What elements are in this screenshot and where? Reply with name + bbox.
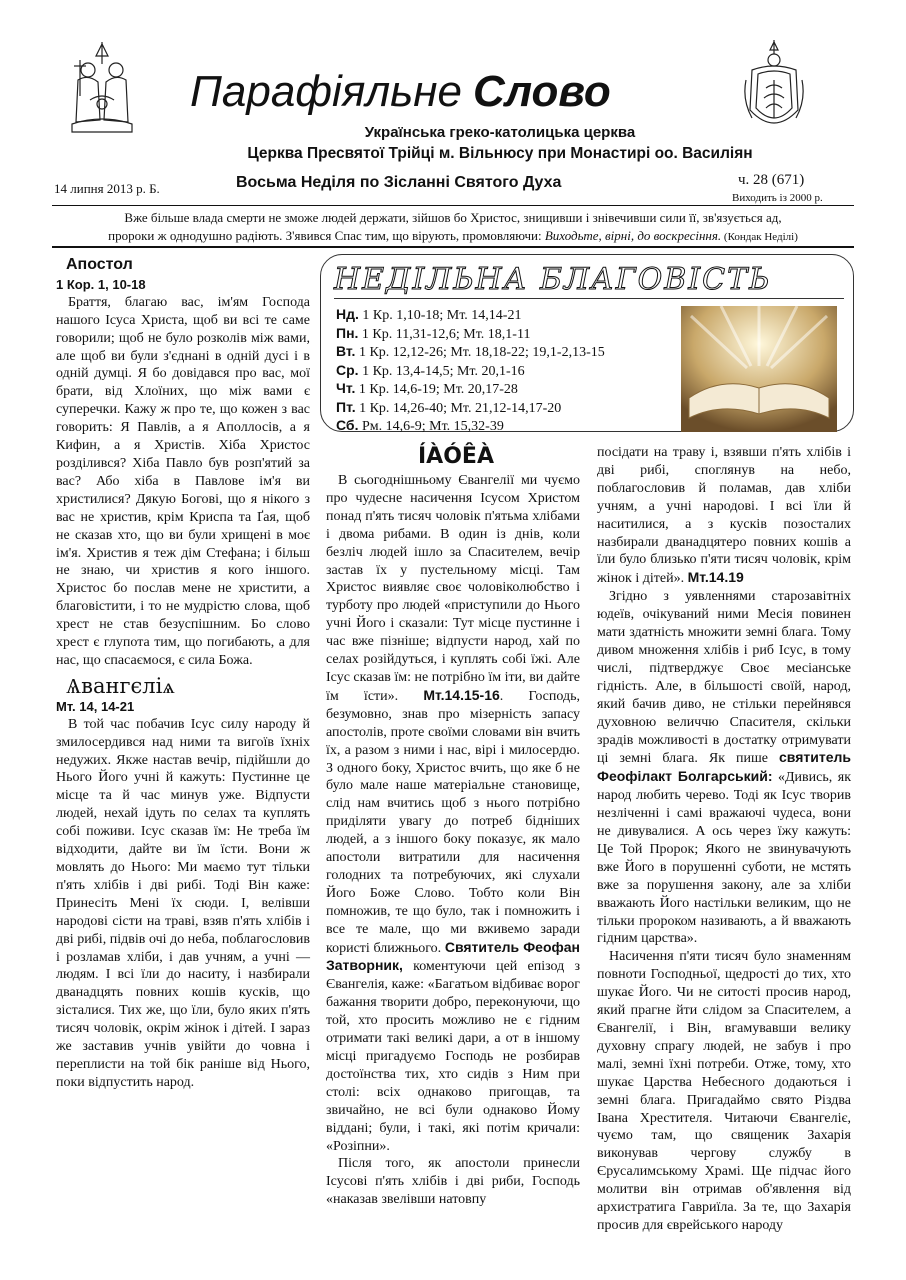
subtitle-parish: Церква Пресвятої Трійці м. Вільнюсу при Монастирі оо. Василіян xyxy=(247,145,753,162)
reading-row: Чт. 1 Кр. 14,6-19; Мт. 20,17-28 xyxy=(336,380,518,397)
reading-row: Сб. Рм. 14,6-9; Мт. 15,32-39 xyxy=(336,417,504,434)
divider xyxy=(52,205,854,206)
apostle-text: Браття, благаю вас, ім'ям Господа нашого Ісуса Христа, щоб ви всі те саме говорили; щоб не було розколів між вами, але щоб ви були з'єднані в одній дусі і в одній думці. Я бо довідався про вас, мої брати, від Хлоїних, що між вами є суперечки. Кажу ж про те, що кожен з вас говорить: Я Павлів, а я Аполлосів, а я Кифин, а я Христів. Хіба Христос розділився? Хіба Павло був розп'ятий за вас? Або хіба в Павлове ім'я ви христилися? Дякую Богові, що я нікого з вас не христив, крім Криспа та Ґая, щоб не сказав хто, що ви були хрищені в моє ім'я. Христив я теж дім Стефана; і більш не знаю, чи христив я кого іншого. Христос бо послав мене не христити, а благовістити, і то не мудрістю слова, щоб хрест не став безуспішним. Бо слово хрест є глупота тим, що погибають, а для нас, що спасаємося, є сила Божа. xyxy=(56,294,310,668)
reading-row: Ср. 1 Кр. 13,4-14,5; Мт. 20,1-16 xyxy=(336,361,525,379)
holy-trinity-icon xyxy=(66,40,138,136)
divider xyxy=(334,298,844,299)
reading-row: Пт. 1 Кр. 14,26-40; Мт. 21,12-14,17-20 xyxy=(336,398,562,416)
newspaper-title: Парафіяльне Слово xyxy=(190,67,611,116)
apostle-reference: 1 Кор. 1, 10-18 xyxy=(56,276,146,292)
subtitle-church: Українська греко-католицька церква xyxy=(364,124,636,141)
sermon-heading: ÍÀÓÊÀ xyxy=(418,444,494,469)
reading-row: Вт. 1 Кр. 12,12-26; Мт. 18,18-22; 19,1-2,13-15 xyxy=(336,343,605,360)
basilian-order-emblem-icon xyxy=(738,40,810,136)
kondak: Вже більше влада смерти не зможе людей держати, зійшов бо Христос, знищивши і знівечивши сили її, зв'язується ад, пророки ж однодушно радіють. З'явився Спас тим, що вірують, промовляючи: Виходьте, вірні, до воскресіння. (Кондак Неділі) xyxy=(108,210,798,243)
reading-row: Нд. 1 Кр. 1,10-18; Мт. 14,14-21 xyxy=(336,306,522,323)
left-column xyxy=(56,256,310,1092)
published-since: Виходить із 2000 р. xyxy=(732,192,823,204)
middle-column: В сьогоднішньому Євангелії ми чуємо про чудесне насичення Ісусом Христом понад п'ять тисяч чоловік п'ятьма хлібами і двома рибами. В один із днів, коли безліч людей ішло за Спасителем, вечір застав їх у пустельному місці. Там Христос виявляє своє чоловіколюбство і турботу про людей «приступили до Нього учні Його і сказали: Тут місце пустинне і час вже пізніше; відпусти народ, хай по селах розійдуться, і куплять собі їжі. Але Ісус сказав їм: не потрібно їм іти, ви дайте їм їсти». Мт.14.15-16. Господь, безумовно, знав про мізерність запасу апостолів, проте своїми словами він вчить їх, а разом з ними і нас, вірі і милосердю. З одного боку, Христос вчить, що яке б не було мале наше матеріальне становище, слід нам вчитись щоб з нього потрібно приділяти увагу до потреб бідніших людей, а з іншого боку показує, як мало апостоли витратили для насичення голодних та потребуючих, які слухали Його Боже Слово. Тобто коли Він помножив, те що було, так і помножить і все те мале, що ми вживемо заради користі ближнього. Святитель Феофан Затворник, коментуючи цей епізод з Євангелія, каже: «Багатьом відбиває ворог бажання творити добро, переконуючи, що той, хто просить можливо не є гідним отримати такі великі дари, а от в іншому місці пригадуємо Господь не розбирав достоїнства тих, хто сидів з Ним при столі: всіх однаково пригощав, та звичайно, не всі були однаково Йому віддані; були, і такі, які потім кричали: «Розіпни». Після того, як апостоли принесли Ісусові п'ять хлібів і дві риби, Господь «наказав звелівши натовпу xyxy=(326,473,580,1208)
open-bible-icon xyxy=(681,306,837,432)
divider xyxy=(52,246,854,248)
apostle-heading: Апостол xyxy=(66,256,133,273)
reading-row: Пн. 1 Кр. 11,31-12,6; Мт. 18,1-11 xyxy=(336,324,531,342)
gospel-text: В той час побачив Ісус силу народу й змилосердився над ними та вигоїв їхніх недужих. Якже настав вечір, підійшли до Нього Його учні й кажуть: Пустинне це місце та й час минув уже. Відпусти людей, нехай ідуть по селах та куплять собі поживи. Ісус сказав їм: Не треба їм відходити, дайте ви їм їсти. Вони ж мовлять до Нього: Ми маємо тут тільки п'ять хлібів і дві рибі. Тоді Він каже: Принесіть Мені їх сюди. І, велівши народові сісти на траві, взяв п'ять хлібів і дві рибі, підвів очі до неба, поблагословив і розламав хліби, і дав учням, а учні — людям. І всі їли до наситу, і назбирали дванадцять повних кошів кусків, що зісталися. Тих же, що їли, було яких п'ять тисяч чоловік, окрім жінок і дітей. І зараз же заставив учнів увійти до човна і переплисти на той бік раніше від Нього, поки відпустить народ. xyxy=(56,716,310,1090)
gospel-heading: Ѧвангєліѧ xyxy=(66,673,175,698)
issue-date: 14 липня 2013 р. Б. xyxy=(54,181,160,196)
gospel-reference: Мт. 14, 14-21 xyxy=(56,698,135,714)
sunday-title: Восьма Неділя по Зісланні Святого Духа xyxy=(236,174,562,191)
issue-number: ч. 28 (671) xyxy=(738,172,805,188)
readings-title: НЕДІЛЬНА БЛАГОВІСТЬ xyxy=(334,262,772,297)
right-column: посідати на траву і, взявши п'ять хлібів і дві рибі, споглянув на небо, поблагословив й поламав, дав хліби учням, а учні народові. І всі їли й наситилися, а з кусків позосталих назбирали дванадцятеро повних кошів а їли було близько п'яти тисяч чоловік, крім жінок і дітей». Мт.14.19 Згідно з уявленнями старозавітніх юдеїв, очікуваний ними Месія повинен мати здатність множити земні блага. Тому дивом множення хлібів і риб Ісус, в тому числі, підтверджує Своє месіанське гідність. Але, в більшості своїй, народ, який бачив диво, не стільки перейнявся духовною величчю Спасителя, скільки зрадів можливості в достатку отримувати ці земні блага. Як пише святитель Феофілакт Болгарський: «Дивись, як народ любить черево. Тоді як Ісус творив незліченні і самі вражаючі чудеса, вони не дивувалися. А ось через їжу кажуть: Це Той Пророк; Якого не звинувачують вже Його в порушенні суботи, не мстять вже за порушення закону, але за хліби вважають Його настільки великим, що не тільки пророком називають, а й вважають гідним царства». Насичення п'яти тисяч було знаменням повноти Господньої, щедрості до тих, хто шукає Його. Чи не ситості просив народ, який прагне йти слідом за Спасителем, а Євангелії, і Він, вгамувавши велику духовну спрагу людей, не забув і про малі, земні їхні потреби. Отже, тому, хто шукає Царства Небесного додаються і земні блага. Пригадаймо свято Різдва Івана Хрестителя. Читаючи Євангеліє, чуємо там, що священик Захарія виконував чергову службу в Єрусалимському Храмі. Ще підчас його молитви він отримав об'явлення від архистратига Гавриїла. За те, що Захарія просив для єврейського народу xyxy=(597,445,851,1233)
